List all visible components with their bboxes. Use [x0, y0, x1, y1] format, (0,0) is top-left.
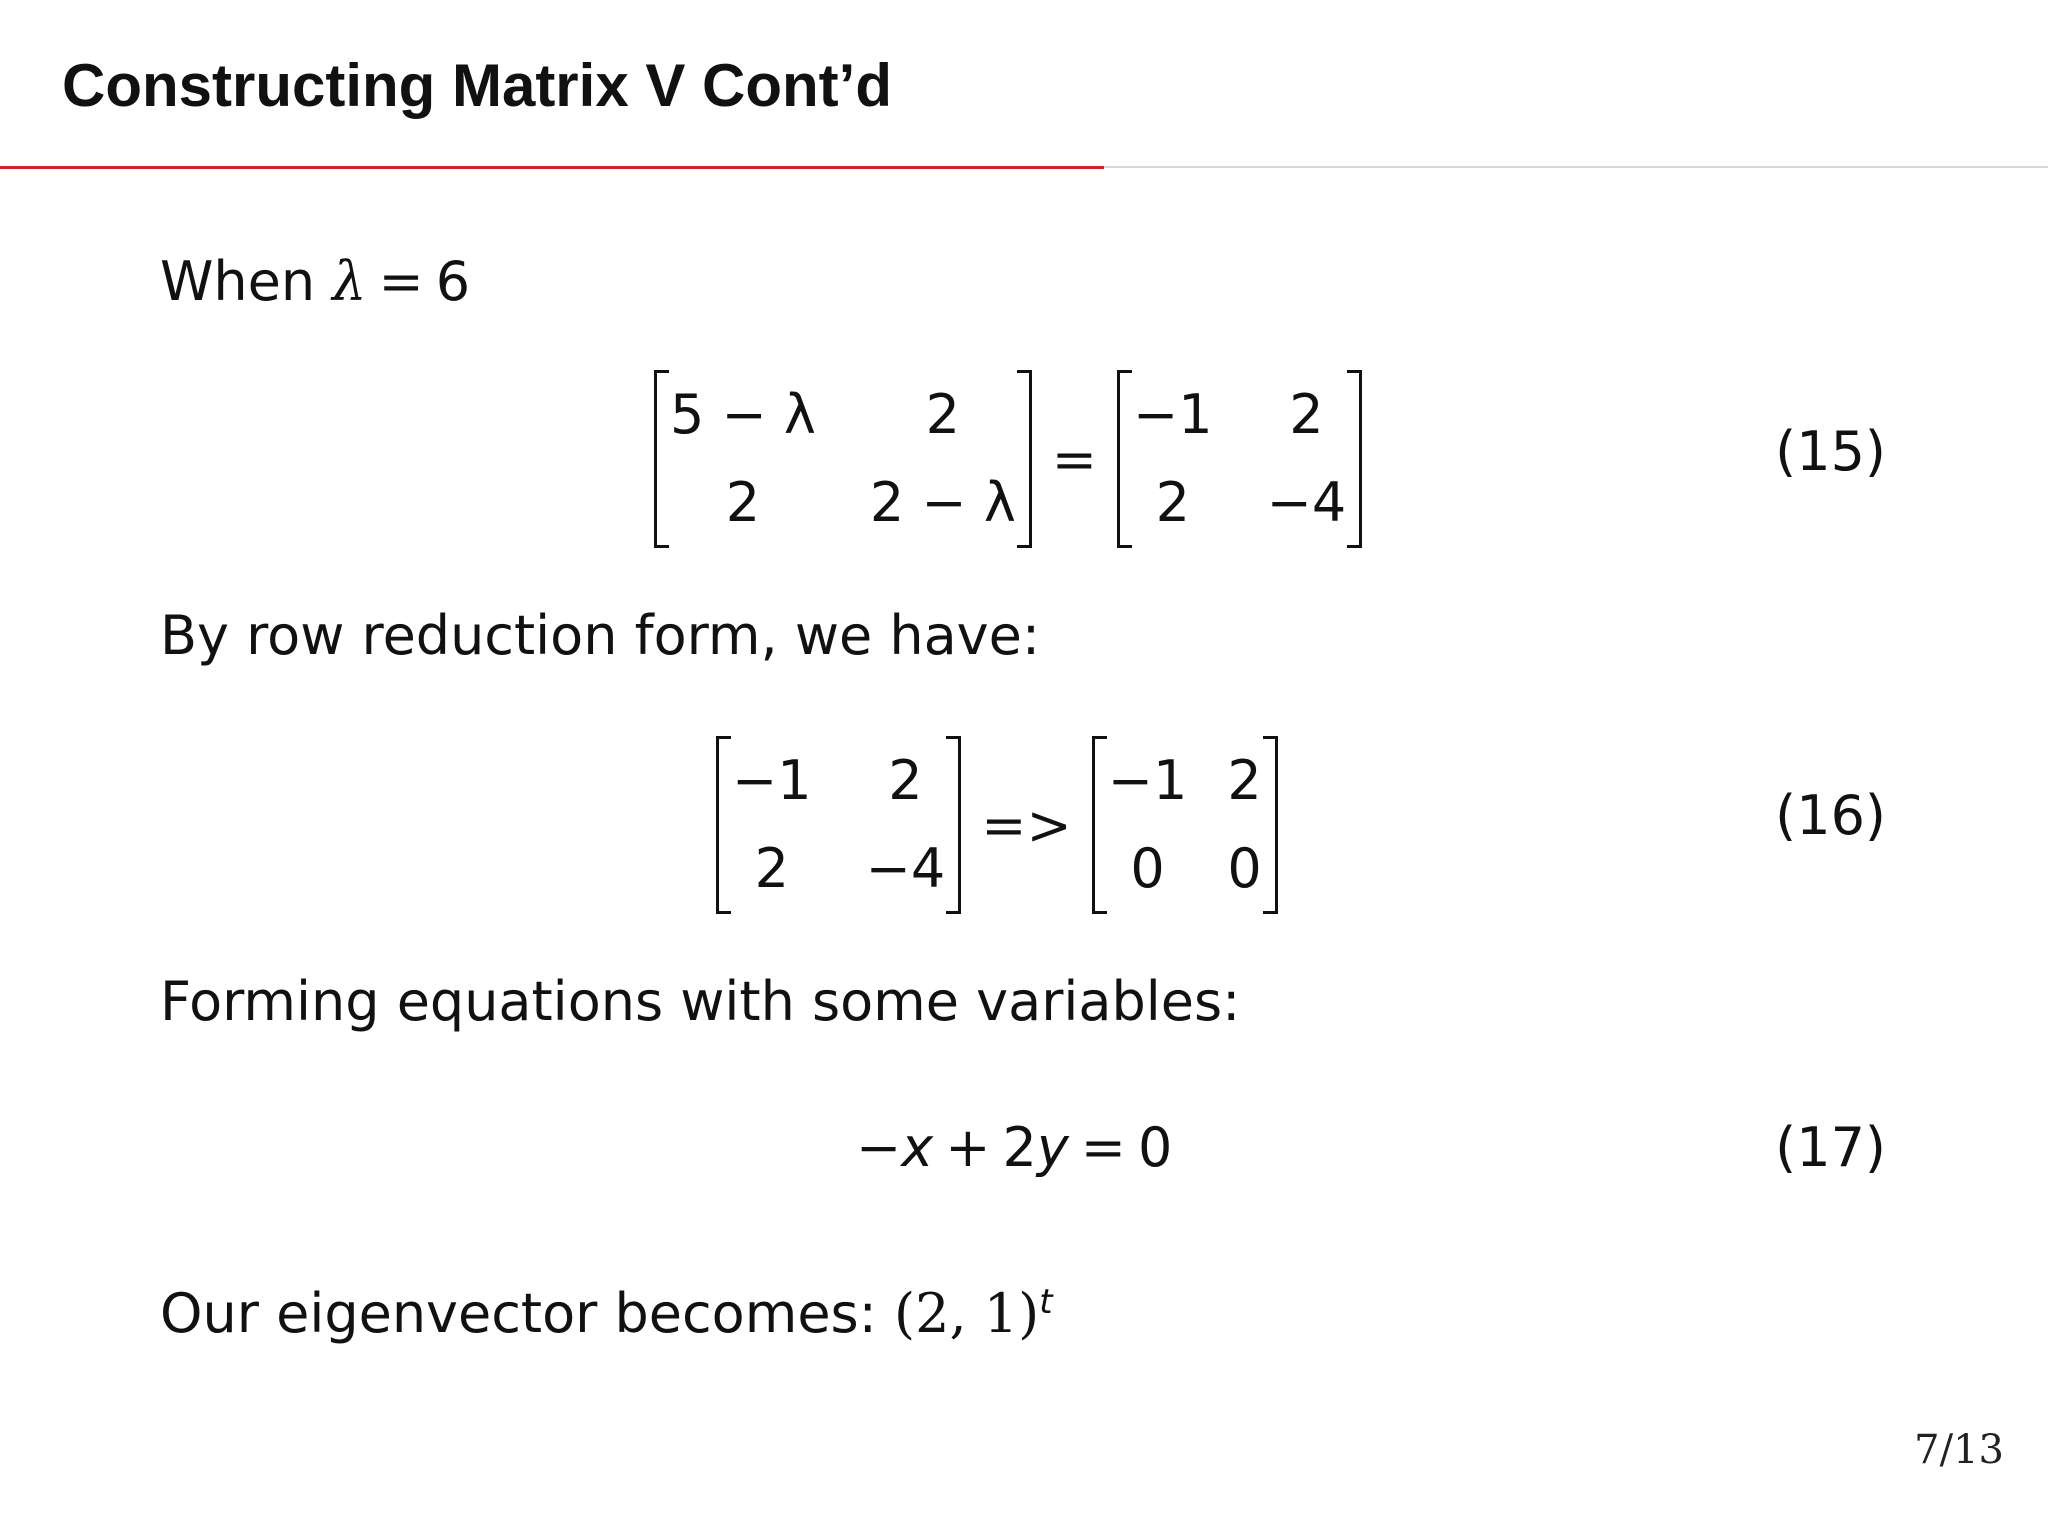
equation-number-16: (16) [1775, 784, 1886, 847]
matrix-cell: 2 [888, 749, 923, 812]
eigenvector-text: Our eigenvector becomes: [160, 1282, 895, 1345]
row-reduction-line: By row reduction form, we have: [160, 604, 1041, 667]
variable-y: y [1036, 1116, 1069, 1179]
matrix-cell: 2 [1289, 383, 1324, 446]
matrix-cell: 2 [754, 837, 789, 900]
eigenvector-line [160, 1270, 1053, 1346]
matrix-cell: 2 [725, 471, 761, 534]
matrix-cell: 2 [1155, 471, 1191, 534]
when-lambda-line [160, 250, 470, 314]
variable-x: x [901, 1116, 934, 1179]
equation-16 [716, 736, 1278, 914]
equals-sign: = [1080, 1116, 1127, 1179]
slide-title: Constructing Matrix V Cont’d [62, 52, 892, 119]
matrix-substituted [1117, 370, 1362, 548]
matrix-cell: 2 [1227, 749, 1262, 812]
matrix-lambda [654, 370, 1032, 548]
matrix-cell: 0 [1227, 837, 1262, 900]
equation-number-15: (15) [1775, 420, 1886, 483]
matrix-cell: 0 [1130, 837, 1165, 900]
equation-17 [856, 1116, 1172, 1180]
lambda-value: 6 [435, 250, 471, 313]
matrix-cell: −4 [865, 837, 946, 900]
matrix-cell: 5 − λ [670, 383, 816, 446]
matrix-cell: −1 [1107, 749, 1188, 812]
matrix-before-reduction [716, 736, 961, 914]
matrix-cell: 2 [925, 383, 961, 446]
matrix-cell: −1 [1133, 383, 1213, 446]
transpose-superscript: t [1039, 1282, 1053, 1322]
matrix-cell: −1 [732, 749, 812, 812]
matrix-after-reduction [1092, 736, 1278, 914]
lambda-symbol: λ [332, 250, 367, 313]
eigenvector-value: (2, 1) [894, 1282, 1040, 1345]
when-text: When [160, 250, 333, 313]
matrix-cell: −4 [1266, 471, 1347, 534]
coefficient: 2 [1002, 1116, 1037, 1179]
equals-sign: = [1051, 427, 1098, 491]
matrix-cell: 2 − λ [869, 471, 1016, 534]
implies-arrow: => [981, 793, 1072, 857]
equals-sign: = [378, 250, 424, 313]
plus-sign: + [945, 1116, 991, 1179]
minus-sign: − [856, 1116, 902, 1179]
equation-number-17: (17) [1775, 1116, 1886, 1179]
equation-rhs: 0 [1138, 1116, 1173, 1179]
equation-15 [654, 370, 1362, 548]
title-underline-accent [0, 166, 1104, 169]
forming-equations-line: Forming equations with some variables: [160, 970, 1241, 1033]
page-number: 7/13 [1914, 1427, 2004, 1473]
